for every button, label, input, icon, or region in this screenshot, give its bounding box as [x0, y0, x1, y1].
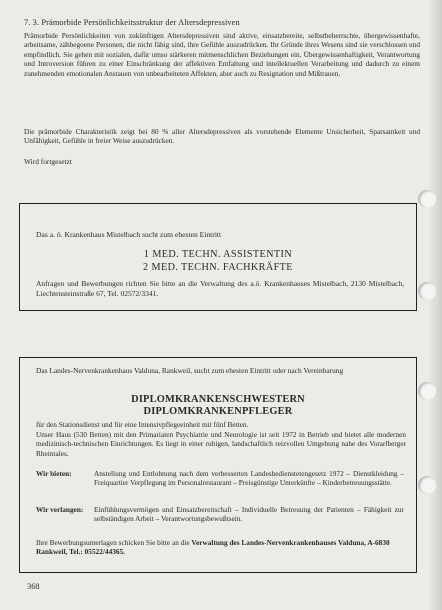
binder-hole [418, 476, 436, 494]
ad2-closing-address: Verwaltung des Landes-Nervenkrankenhauses Valduna, A-6830 Rankweil, Tel.: 05522/44365. [36, 538, 390, 557]
ad1-job-1: 1 MED. TECHN. ASSISTENTIN [143, 249, 293, 260]
paragraph-2: Die prämorbide Charakteristik zeigt bei 80 % aller Altersdepressiven als vorstehende Elemente Unsicherheit, Sparsamkeit und Unfähigkeit, Gefühle in freier Weise auszudrücken. [24, 127, 420, 146]
binder-hole [418, 190, 436, 208]
ad2-job-1: DIPLOMKRANKENSCHWESTERN [131, 394, 305, 405]
continued-note: Wird fortgesetzt [24, 157, 72, 166]
ad2-offer-label: Wir bieten: [36, 469, 72, 478]
job-ad-valduna [19, 357, 417, 573]
ad2-closing-text: Ihre Bewerbungsunterlagen schicken Sie bitte an die [36, 538, 192, 547]
ad2-intro: Das Landes-Nervenkrankenhaus Valduna, Rankweil, sucht zum ehesten Eintritt oder nach Vereinbarung [36, 366, 344, 375]
section-heading: 7. 3. Prämorbide Persönlichkeitsstruktur der Altersdepressiven [24, 18, 240, 27]
binder-hole [418, 282, 436, 300]
ad2-closing [36, 538, 406, 557]
ad2-offer-text: Anstellung und Entlohnung nach dem verbesserten Landesbedienstetengesetz 1972 – Dienstkleidung – Freiquartier Verpflegung im Personalrestaurant – Preisgünstige Unterkünfte – Kinderbetreuungsstätte. [94, 469, 404, 488]
ad2-text-1: für den Stationsdienst und für eine Intensivpflegeeinheit mit fünf Betten. [36, 420, 249, 429]
ad2-text-2: Unser Haus (530 Betten) mit den Primariaten Psychiatrie und Neurologie ist seit 1972 in Betrieb und bietet alle modernen medizinisch-technischen Einrichtungen. Es liegt in einer ruhigen, landschaftlich reizvollen Umgebung nahe des Vorarlberger Rheintales. [36, 430, 406, 458]
binder-holes [412, 0, 442, 610]
ad2-job-2: DIPLOMKRANKENPFLEGER [143, 406, 293, 417]
page-number: 368 [27, 582, 40, 591]
ad1-intro: Das a. ö. Krankenhaus Mistelbach sucht zum ehesten Eintritt [36, 230, 222, 239]
ad2-require-label: Wir verlangen: [36, 505, 84, 514]
job-ad-mistelbach [19, 203, 417, 311]
ad2-require-text: Einfühlungsvermögen und Einsatzbereitschaft – Individuelle Betreuung der Patienten – Fähigkeit zur selbständigen Arbeit – Verantwortungsbewußtsein. [94, 505, 404, 524]
ad1-application-info: Anfragen und Bewerbungen richten Sie bitte an die Verwaltung des a.ö. Krankenhauses Mistelbach, 2130 Mistelbach, Liechtensteinstraße 67, Tel. 02572/3341. [36, 279, 404, 298]
paragraph-1: Prämorbide Persönlichkeiten von zukünftigen Altersdepressiven sind aktive, einsatzbereite, selbstbeherrschte, übergewissenhafte, arbeitsame, zähbegoene Personen, die nicht fähig sind, ihre Gefühle auszudrücken. Ihr Gründe ihres Wesens sind sie verschlossen und empfindlich. Sie gehen mit sozialen, dafür umso stärkeren mitmenschlichen Beziehungen ein. Übergewissenhaftigkeit, Verantwortung und Introversion führen zu einer Einschränkung der affektiven Entfaltung und intellektuellen Verarbeitung und dadurch zu einem zunehmenden emotionalen Anstauen von unbearbeiteten Affekten, aber auch zu Resignation und Mißtrauen. [24, 31, 420, 78]
binder-hole [418, 382, 436, 400]
ad1-job-2: 2 MED. TECHN. FACHKRÄFTE [143, 262, 293, 273]
